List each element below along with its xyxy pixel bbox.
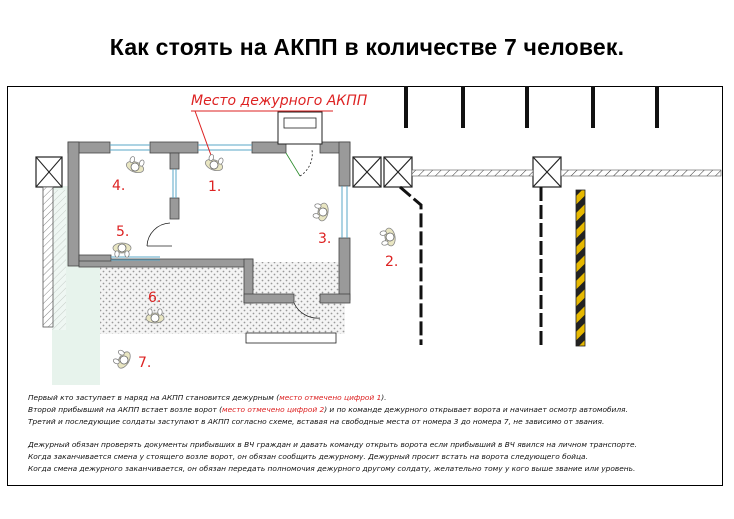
soldier-1 [204, 153, 226, 173]
position-7: 7. [138, 355, 152, 371]
position-5: 5. [116, 224, 130, 240]
position-6: 6. [148, 290, 162, 306]
page-title: Как стоять на АКПП в количестве 7 человек. [109, 34, 625, 60]
soldier-5 [113, 243, 131, 257]
entrance-step [246, 333, 336, 343]
position-4: 4. [112, 178, 126, 194]
note-line: Первый кто заступает в наряд на АКПП становится дежурным (место отмечено цифрой 1). [28, 393, 387, 402]
note-line: Когда заканчивается смена у стоящего возле ворот, он обязан сообщить дежурному. Дежурный просит встать на ворота следующего бойца. [28, 452, 588, 461]
note-line: Второй прибывший на АКПП встает возле ворот (место отмечено цифрой 2) и по команде дежурного открывает ворота и начинает осмотр автомобиля. [28, 405, 628, 414]
position-1: 1. [208, 179, 222, 195]
fence-left [43, 187, 53, 327]
windows [110, 145, 347, 260]
road-markings [404, 86, 659, 128]
position-3: 3. [318, 231, 332, 247]
paving-area [63, 262, 345, 334]
note-line: Дежурный обязан проверять документы прибывших в ВЧ граждан и давать команду открыть ворота если прибывший в ВЧ явился на личном транспорте. [28, 440, 637, 449]
position-2: 2. [385, 254, 399, 270]
instructions [28, 392, 698, 475]
fence-section [412, 170, 533, 176]
soldier-2 [379, 227, 396, 247]
duty-officer-callout: Место дежурного АКПП [191, 93, 368, 109]
note-line: Третий и последующие солдаты заступают в АКПП согласно схеме, вставая на свободные места от номера 3 до номера 7, не зависимо от звания. [28, 417, 605, 426]
soldier-4 [125, 155, 147, 175]
note-line: Когда смена дежурного заканчивается, он обязан передать полномочия дежурного другому солдату, желательно тому у кого выше звание или уровень. [28, 464, 636, 473]
soldier-7 [112, 348, 133, 371]
soldier-3 [312, 202, 329, 222]
barrier [576, 190, 585, 346]
fence-section-right [561, 170, 721, 176]
gates [400, 187, 541, 345]
